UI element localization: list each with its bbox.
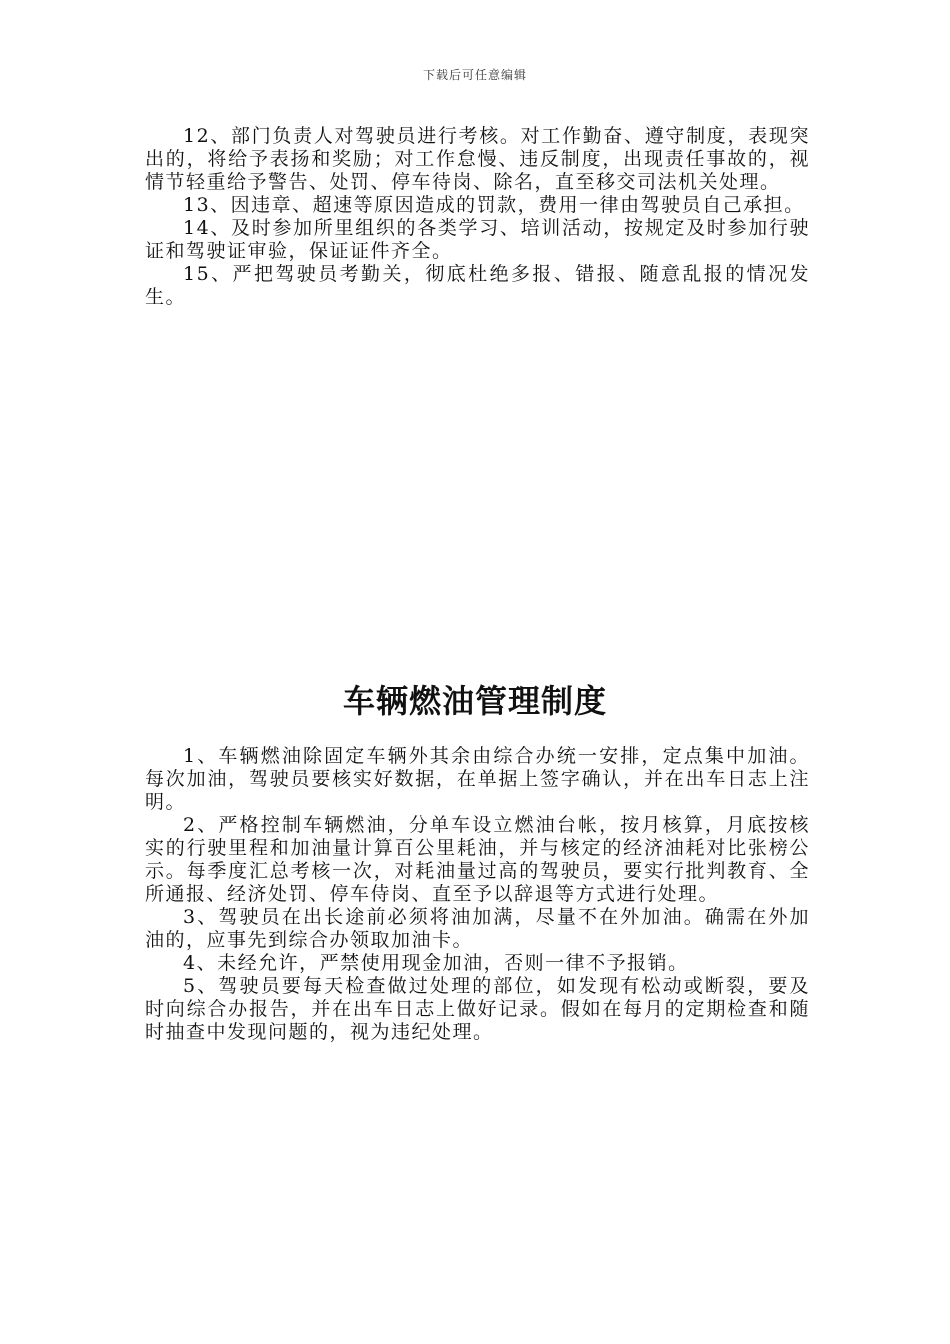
page-header-note: 下载后可任意编辑: [422, 68, 527, 82]
fuel-rule-paragraph-3: 3、驾驶员在出长途前必须将油加满，尽量不在外加油。确需在外加油的，应事先到综合办领取加油卡。: [145, 906, 810, 951]
fuel-rules-section: [145, 745, 810, 1044]
fuel-rule-paragraph-1: 1、车辆燃油除固定车辆外其余由综合办统一安排，定点集中加油。每次加油，驾驶员要核实好数据，在单据上签字确认，并在出车日志上注明。: [145, 745, 810, 813]
driver-rules-section: [145, 125, 810, 309]
rule-paragraph-14: 14、及时参加所里组织的各类学习、培训活动，按规定及时参加行驶证和驾驶证审验，保证证件齐全。: [145, 217, 810, 262]
fuel-rule-paragraph-5: 5、驾驶员要每天检查做过处理的部位，如发现有松动或断裂，要及时向综合办报告，并在出车日志上做好记录。假如在每月的定期检查和随时抽查中发现问题的，视为违纪处理。: [145, 975, 810, 1043]
fuel-rule-paragraph-4: 4、未经允许，严禁使用现金加油，否则一律不予报销。: [183, 952, 689, 974]
rule-paragraph-13: 13、因违章、超速等原因造成的罚款，费用一律由驾驶员自己承担。: [183, 194, 805, 216]
fuel-management-title: 车辆燃油管理制度: [342, 682, 607, 720]
rule-paragraph-15: 15、严把驾驶员考勤关，彻底杜绝多报、错报、随意乱报的情况发生。: [145, 263, 810, 308]
rule-paragraph-12: 12、部门负责人对驾驶员进行考核。对工作勤奋、遵守制度，表现突出的，将给予表扬和奖励；对工作怠慢、违反制度，出现责任事故的，视情节轻重给予警告、处罚、停车待岗、除名，直至移交司法机关处理。: [145, 125, 810, 193]
fuel-rule-paragraph-2: 2、严格控制车辆燃油，分单车设立燃油台帐，按月核算，月底按核实的行驶里程和加油量计算百公里耗油，并与核定的经济油耗对比张榜公示。每季度汇总考核一次，对耗油量过高的驾驶员，要实行批判教育、全所通报、经济处罚、停车侍岗、直至予以辞退等方式进行处理。: [145, 814, 810, 905]
